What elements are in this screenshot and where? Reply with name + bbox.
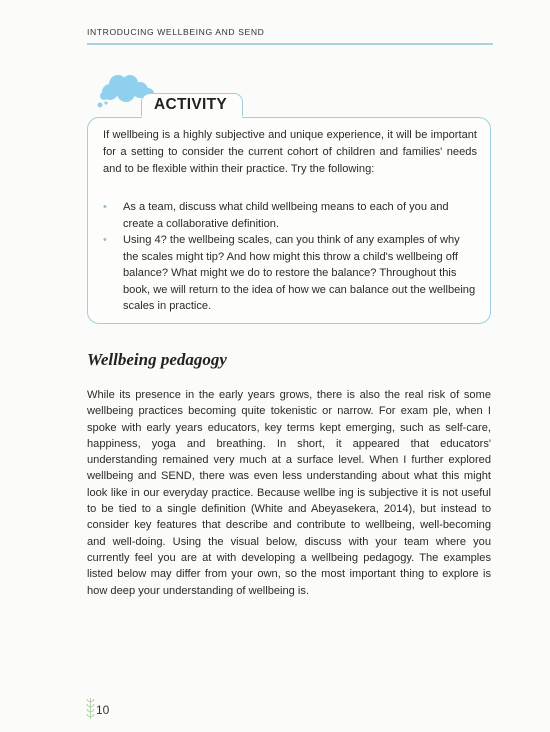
- bullet-icon: •: [103, 201, 107, 213]
- activity-item-text: As a team, discuss what child wellbeing means to each of you and create a collaborative definition.: [123, 201, 449, 230]
- section-heading: Wellbeing pedagogy: [87, 350, 227, 369]
- activity-item-text: Using 4? the wellbeing scales, can you think of any examples of why the scales might tip? And how might this throw a child's wellbeing off balance? What might we do to restore the balance? Throughout this book, we will return to the idea of how we can balance out the wellbeing scales in practice.: [123, 234, 476, 312]
- activity-intro: If wellbeing is a highly subjective and unique experience, it will be important for a setting to consider the current cohort of children and families' needs and to be flexible within their practice. Try the following:: [103, 129, 477, 175]
- bullet-icon: •: [103, 234, 107, 246]
- leaf-sprig-icon: [86, 696, 95, 720]
- page-number: 10: [96, 703, 110, 717]
- activity-list-item: [103, 199, 477, 232]
- activity-list-item: [103, 232, 477, 315]
- header-rule: [87, 43, 493, 45]
- section-body: While its presence in the early years grows, there is also the real risk of some wellbeing practices becoming quite tokenistic or narrow. For exam ple, when I spoke with early years educators, key terms kept emerging, such as self-care, happiness, yoga and breathing. In short, it appeared that educators' understanding remained very much at a surface level. When I further explored wellbeing and SEND, there was even less understanding about what this might look like in our everyday practice. Because wellbe ing is subjective it is not useful to be tied to a single definition (White and Abeyasekera, 2014), but instead to consider key features that describe and contribute to wellbeing, well-becoming and well-doing. Using the visual below, discuss with your team where you currently feel you are at with developing a wellbeing pedagogy. The examples listed below may differ from your own, so the most important thing to explore is how deep your understanding of wellbeing is.: [87, 389, 491, 597]
- activity-list: [103, 199, 477, 315]
- running-header: INTRODUCING WELLBEING AND SEND: [87, 27, 265, 37]
- activity-title: ACTIVITY: [154, 96, 228, 113]
